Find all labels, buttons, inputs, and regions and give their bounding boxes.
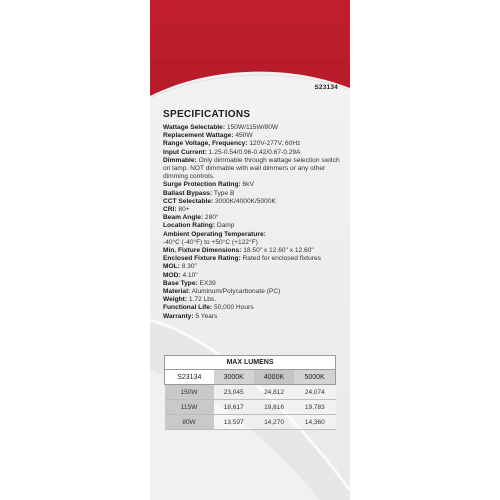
spec-row <box>163 206 343 214</box>
spec-label: CRI: <box>163 206 177 214</box>
spec-label: CCT Selectable: <box>163 197 214 205</box>
spec-label: MOD: <box>163 271 181 279</box>
spec-label: Weight: <box>163 296 188 304</box>
spec-row <box>163 272 343 280</box>
table-row <box>165 400 336 415</box>
table-cell: 24,074 <box>294 385 335 400</box>
spec-value: 50,000 Hours <box>213 304 254 312</box>
spec-label: Enclosed Fixture Rating: <box>163 255 241 263</box>
spec-label: Input Current: <box>163 148 207 156</box>
spec-row <box>163 222 343 230</box>
spec-label: Material: <box>163 288 191 296</box>
table-row <box>165 385 336 400</box>
spec-row <box>163 304 343 312</box>
spec-row <box>163 296 343 304</box>
table-cell: 14,360 <box>294 415 335 430</box>
spec-value: 120V-277V, 60Hz <box>249 140 301 148</box>
spec-row <box>163 313 343 321</box>
spec-value: 1.72 Lbs. <box>188 296 217 304</box>
spec-value: EX39 <box>199 279 216 287</box>
specifications-list <box>163 124 343 321</box>
column-header: 3000K <box>214 370 254 385</box>
column-header: 5000K <box>294 370 335 385</box>
spec-row <box>163 132 343 140</box>
spec-value: 280° <box>204 214 219 222</box>
column-header: 4000K <box>254 370 294 385</box>
spec-value: 18.50" x 12.60" x 12.60" <box>243 247 314 255</box>
spec-value: Aluminum/Polycarbonate (PC) <box>191 288 281 296</box>
max-lumens-table <box>164 355 336 430</box>
spec-value: 3000K/4000K/5000K <box>215 197 276 205</box>
spec-label: Functional Life: <box>163 304 213 312</box>
spec-row <box>163 198 343 206</box>
table-title: MAX LUMENS <box>165 356 336 370</box>
table-cell: 19,783 <box>294 400 335 415</box>
spec-value: 1.25-0.54/0.96-0.42/0.67-0.29A <box>208 148 301 156</box>
spec-value: 6kV <box>242 181 254 189</box>
spec-label: Surge Protection Rating: <box>163 181 241 189</box>
table-cell: 14,270 <box>254 415 294 430</box>
spec-row <box>163 157 343 182</box>
spec-value: 4.10" <box>182 271 198 279</box>
spec-row <box>163 288 343 296</box>
spec-label: Location Rating: <box>163 222 216 230</box>
spec-label: Wattage Selectable: <box>163 124 226 131</box>
spec-label: Ambient Operating Temperature: <box>163 230 266 238</box>
spec-label: MOL: <box>163 263 180 271</box>
spec-label: Ballast Bypass: <box>163 189 213 197</box>
spec-row <box>163 247 343 255</box>
spec-row <box>163 140 343 148</box>
spec-value: 80+ <box>178 206 190 214</box>
table-cell: 23,045 <box>214 385 254 400</box>
spec-row <box>163 255 343 263</box>
spec-row <box>163 190 343 198</box>
row-label: 80W <box>165 415 214 430</box>
spec-label: Base Type: <box>163 279 198 287</box>
row-label: 150W <box>165 385 214 400</box>
product-sku: S23134 <box>314 84 338 91</box>
spec-value: 5 Years <box>195 312 218 320</box>
spec-value: Damp <box>216 222 235 230</box>
spec-label: Replacement Wattage: <box>163 132 234 140</box>
spec-value: 450W <box>235 132 253 140</box>
column-header: S23134 <box>165 370 214 385</box>
row-label: 115W <box>165 400 214 415</box>
table-title-row <box>165 356 336 370</box>
spec-value: Type B <box>213 189 235 197</box>
table-cell: 18,617 <box>214 400 254 415</box>
table-cell: 19,816 <box>254 400 294 415</box>
spec-row <box>163 263 343 271</box>
table-cell: 13,597 <box>214 415 254 430</box>
spec-label: Dimmable: <box>163 156 197 164</box>
product-spec-panel <box>150 0 350 500</box>
table-row <box>165 415 336 430</box>
spec-row <box>163 280 343 288</box>
table-cell: 24,812 <box>254 385 294 400</box>
spec-value: 8.30" <box>181 263 197 271</box>
spec-row <box>163 181 343 189</box>
spec-value: Only dimmable through wattage selection switch on lamp. NOT dimmable with wall dimmers or any other dimming controls. <box>163 156 340 181</box>
spec-label: Beam Angle: <box>163 214 204 222</box>
table-header-row <box>165 370 336 385</box>
spec-row <box>163 124 343 132</box>
spec-row <box>163 231 343 247</box>
spec-row <box>163 149 343 157</box>
spec-label: Min. Fixture Dimensions: <box>163 247 242 255</box>
spec-label: Range Voltage, Frequency: <box>163 140 248 148</box>
spec-label: Warranty: <box>163 312 194 320</box>
spec-value: 150W/115W/80W <box>226 124 279 131</box>
spec-value: -40°C (-40°F) to +50°C (+122°F) <box>163 238 258 246</box>
spec-row <box>163 214 343 222</box>
spec-value: Rated for enclosed fixtures <box>242 255 321 263</box>
specifications-heading: SPECIFICATIONS <box>163 109 251 120</box>
